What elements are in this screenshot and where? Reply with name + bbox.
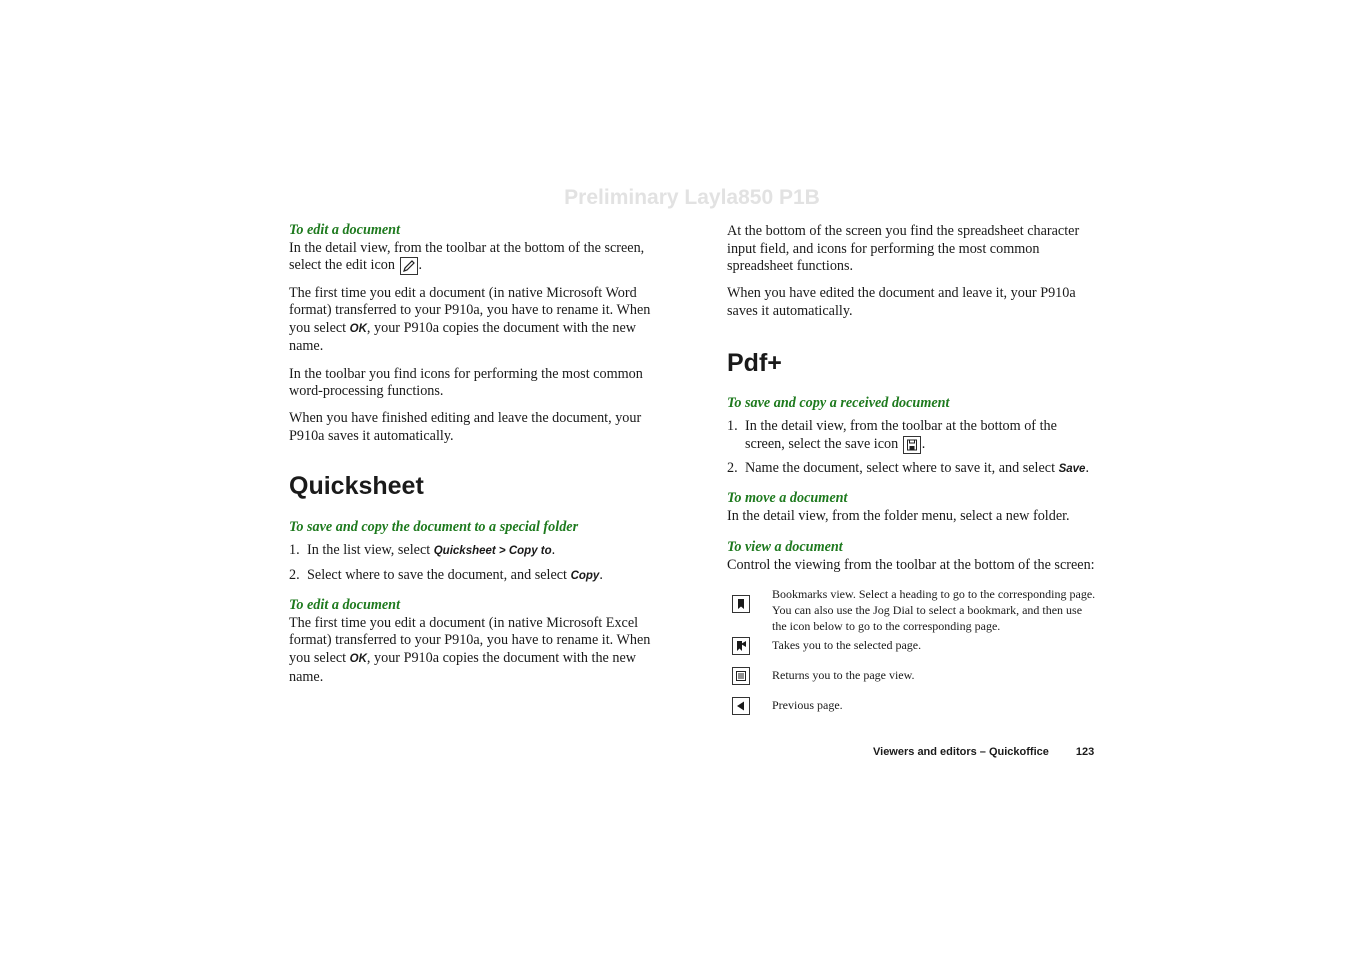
ui-label: Save (1058, 462, 1086, 475)
icon-row (727, 637, 1099, 655)
text: The first time you edit a document (in native Microsoft Excel format) transferred to your P910a, you have to rename it. When you select (289, 614, 651, 666)
subheading-move-document: To move a document (727, 490, 848, 507)
ui-label: Quicksheet > Copy to (433, 545, 552, 558)
subheading-edit-document-2: To edit a document (289, 597, 401, 614)
paragraph (289, 615, 661, 686)
icon-description: Returns you to the page view. (772, 667, 915, 682)
ui-label: OK (349, 653, 367, 665)
paragraph (289, 285, 661, 356)
paragraph: In the detail view, from the folder menu, select a new folder. (727, 507, 1070, 524)
bookmark-icon (732, 595, 750, 613)
text: . (418, 257, 423, 274)
text: , your P910a copies the document with the new name. (289, 319, 637, 355)
page-number: 123 (1075, 746, 1095, 758)
subheading-view-document: To view a document (727, 539, 843, 556)
steps-list (727, 418, 1099, 478)
heading-pdf: Pdf+ (727, 349, 782, 378)
save-icon (903, 436, 921, 454)
watermark: Preliminary Layla850 P1B (564, 186, 820, 209)
text: . (551, 542, 556, 559)
text: , your P910a copies the document with the new name. (289, 650, 637, 685)
steps-list (289, 542, 661, 585)
text: . (1085, 459, 1089, 476)
ui-label: OK (349, 322, 367, 335)
text: The first time you edit a document (in native Microsoft Word format) transferred to your P910a, you have to rename it. When you select (289, 284, 651, 336)
text: In the detail view, from the toolbar at the bottom of the screen, select the save icon (745, 418, 1057, 452)
paragraph: At the bottom of the screen you find the spreadsheet character input field, and icons for performing the most common spreadsheet functions. (727, 223, 1080, 275)
icon-description: Previous page. (772, 697, 843, 712)
list-item (289, 542, 661, 561)
item-number: 2. (289, 566, 300, 583)
text: Select where to save the document, and select (307, 566, 571, 583)
item-number: 1. (727, 418, 738, 435)
list-item (289, 567, 661, 586)
icon-description: Bookmarks view. Select a heading to go to the corresponding page. You can also use the Jog Dial to select a bookmark, and then use the icon below to go to the corresponding page. (772, 586, 1096, 633)
text: In the detail view, from the toolbar at the bottom of the screen, select the edit icon (289, 239, 645, 274)
text: In the list view, select (307, 542, 434, 559)
icon-row (727, 586, 1099, 634)
footer-section-title: Viewers and editors – Quickoffice (873, 746, 1049, 758)
paragraph: In the toolbar you find icons for performing the most common word-processing functions. (289, 365, 643, 400)
subheading-save-received: To save and copy a received document (727, 395, 950, 412)
paragraph: When you have finished editing and leave the document, your P910a saves it automatically. (289, 410, 642, 444)
text: . (921, 435, 926, 452)
paragraph: Control the viewing from the toolbar at the bottom of the screen: (727, 557, 1095, 574)
ui-label: Copy (570, 569, 600, 582)
left-column (289, 222, 661, 696)
goto-bookmark-icon (732, 637, 750, 655)
page-view-icon (732, 667, 750, 685)
previous-page-icon (732, 697, 750, 715)
page-footer (873, 746, 1094, 758)
edit-icon (400, 257, 418, 275)
text: Name the document, select where to save it, and select (745, 459, 1059, 476)
icon-row (727, 667, 1099, 685)
subheading-edit-document: To edit a document (289, 222, 401, 238)
paragraph (289, 240, 661, 276)
icon-row (727, 697, 1099, 715)
item-number: 2. (727, 459, 738, 476)
heading-quicksheet: Quicksheet (289, 472, 424, 501)
subheading-save-copy: To save and copy the document to a special folder (289, 519, 579, 536)
paragraph: When you have edited the document and leave it, your P910a saves it automatically. (727, 285, 1076, 319)
right-column (727, 222, 1099, 715)
list-item (727, 460, 1099, 479)
item-number: 1. (289, 542, 300, 559)
icon-description: Takes you to the selected page. (772, 637, 922, 652)
list-item (727, 418, 1099, 454)
text: . (599, 566, 603, 583)
